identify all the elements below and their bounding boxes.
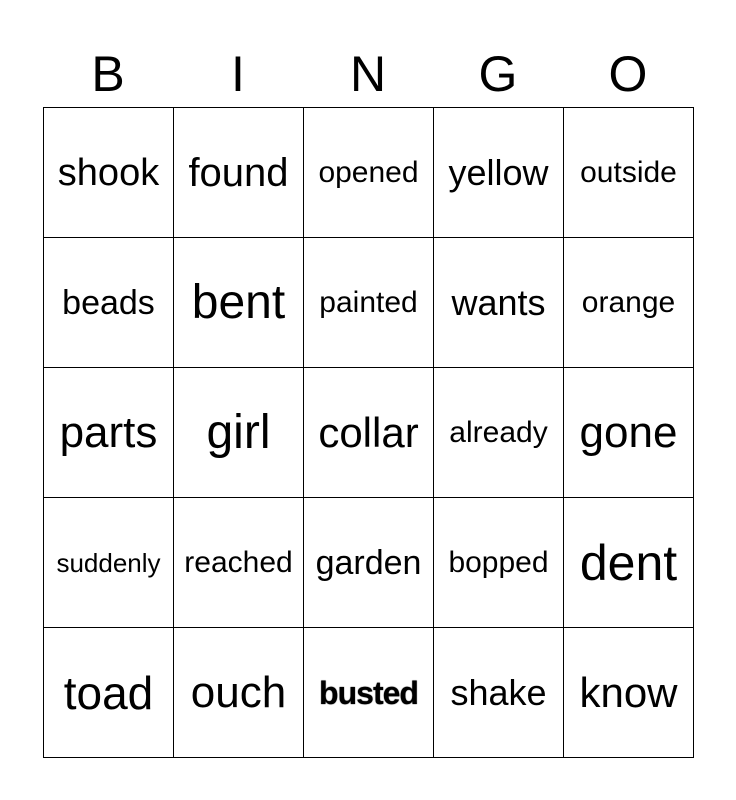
bingo-cell[interactable]: toad	[44, 628, 174, 758]
bingo-cell[interactable]: collar	[304, 368, 434, 498]
bingo-cell[interactable]: beads	[44, 238, 174, 368]
bingo-cell[interactable]: shake	[434, 628, 564, 758]
bingo-header	[43, 44, 693, 104]
bingo-cell[interactable]: opened	[304, 108, 434, 238]
bingo-cell[interactable]: gone	[564, 368, 694, 498]
bingo-card-grid	[43, 107, 694, 758]
header-letter-n: N	[349, 46, 387, 102]
bingo-cell[interactable]: dent	[564, 498, 694, 628]
header-letter-g: G	[478, 46, 518, 102]
bingo-cell[interactable]: orange	[564, 238, 694, 368]
bingo-cell[interactable]: girl	[174, 368, 304, 498]
bingo-cell[interactable]: garden	[304, 498, 434, 628]
bingo-cell[interactable]: yellow	[434, 108, 564, 238]
bingo-cell[interactable]: parts	[44, 368, 174, 498]
bingo-cell[interactable]: reached	[174, 498, 304, 628]
bingo-cell[interactable]: wants	[434, 238, 564, 368]
bingo-cell[interactable]: outside	[564, 108, 694, 238]
bingo-cell[interactable]: painted	[304, 238, 434, 368]
bingo-cell[interactable]: suddenly	[44, 498, 174, 628]
bingo-cell[interactable]: know	[564, 628, 694, 758]
bingo-cell[interactable]: shook	[44, 108, 174, 238]
bingo-cell[interactable]: ouch	[174, 628, 304, 758]
bingo-cell[interactable]: already	[434, 368, 564, 498]
bingo-cell[interactable]: busted	[304, 628, 434, 758]
header-letter-i: I	[231, 46, 245, 102]
header-letter-o: O	[608, 46, 648, 102]
bingo-cell[interactable]: found	[174, 108, 304, 238]
bingo-cell[interactable]: bopped	[434, 498, 564, 628]
bingo-cell[interactable]: bent	[174, 238, 304, 368]
header-letter-b: B	[91, 46, 125, 102]
